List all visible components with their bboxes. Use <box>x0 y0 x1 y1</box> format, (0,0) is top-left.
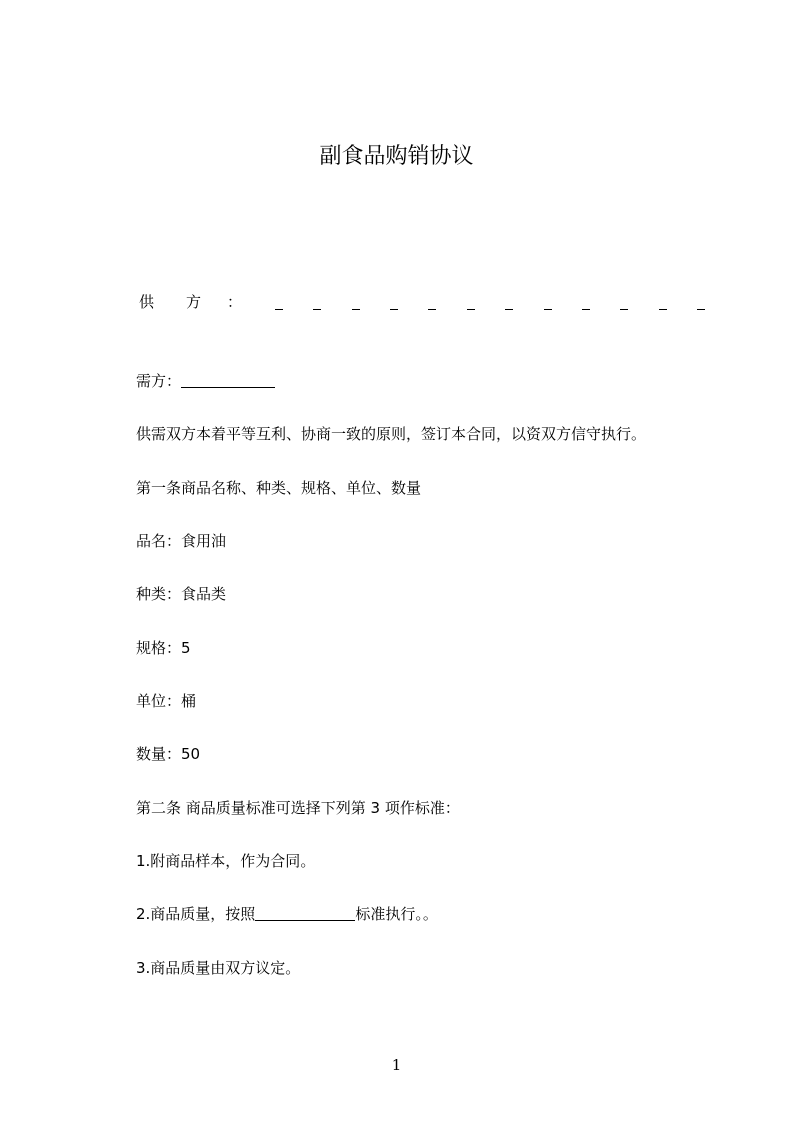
page-number: 1 <box>391 1056 402 1074</box>
option1-line: 1.附商品样本，作为合同。 <box>136 852 316 870</box>
supplier-label-char-2: 方 <box>186 293 202 311</box>
preamble-paragraph: 供需双方本着平等互利、协商一致的原则，签订本合同，以资双方信守执行。 <box>136 425 647 443</box>
supplier-colon: ： <box>227 293 243 311</box>
item-spec-line: 规格：5 <box>136 639 191 657</box>
option3-line: 3.商品质量由双方议定。 <box>136 959 301 977</box>
page-title: 副食品购销协议 <box>319 144 474 169</box>
buyer-label: 需方： <box>136 372 182 390</box>
article2-heading: 第二条 商品质量标准可选择下列第 3 项作标准： <box>136 799 460 817</box>
item-quantity-line: 数量：50 <box>136 745 201 763</box>
item-category-line: 种类：食品类 <box>136 585 227 603</box>
supplier-blank <box>275 291 705 313</box>
article1-heading: 第一条商品名称、种类、规格、单位、数量 <box>136 479 422 497</box>
supplier-label-char-1: 供 <box>139 293 155 311</box>
option2-line <box>136 904 438 924</box>
option2-suffix: 标准执行。。 <box>355 905 438 923</box>
option2-blank <box>255 905 355 921</box>
option2-prefix: 2.商品质量，按照 <box>136 905 256 923</box>
supplier-line <box>139 291 705 313</box>
buyer-blank <box>181 372 275 388</box>
item-unit-line: 单位：桶 <box>136 692 197 710</box>
item-name-line: 品名：食用油 <box>136 532 227 550</box>
buyer-line <box>136 371 275 391</box>
